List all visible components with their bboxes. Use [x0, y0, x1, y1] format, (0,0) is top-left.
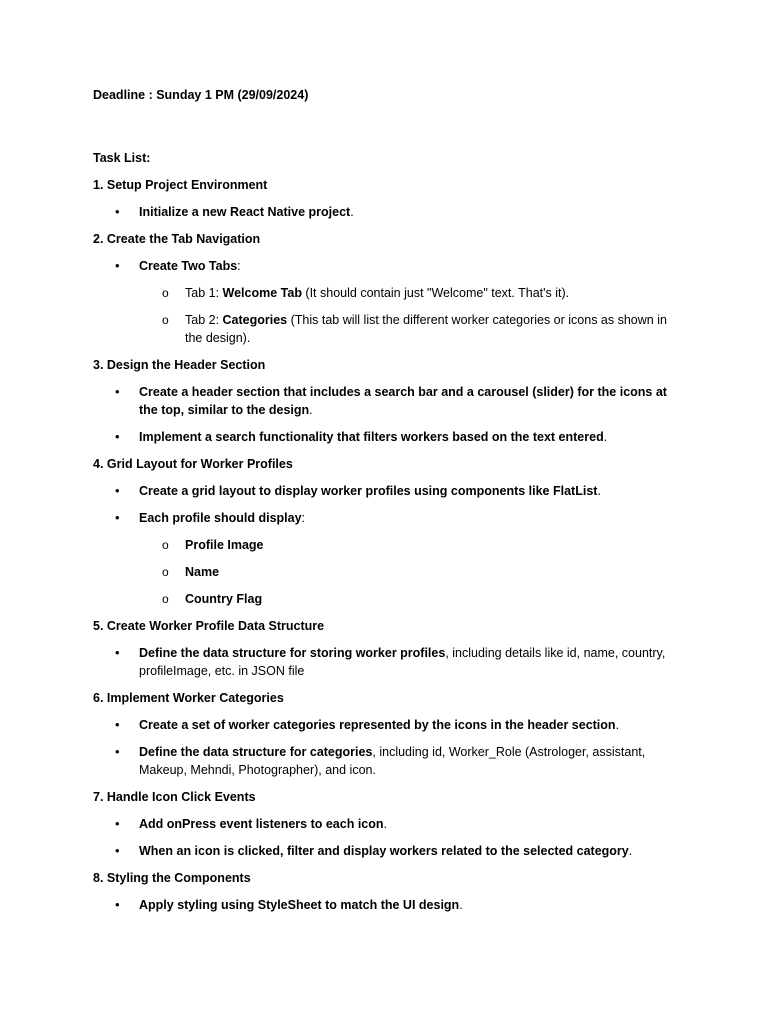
bullet-item: [93, 482, 683, 500]
bullet-text: .: [350, 205, 354, 219]
sub-bold-text: Profile Image: [185, 538, 264, 552]
bullet-list: [93, 383, 683, 446]
bullet-bold-text: Add onPress event listeners to each icon: [139, 817, 384, 831]
bullet-text: .: [309, 403, 313, 417]
sub-text: (This tab will list the different worker categories or icons as shown in the design).: [185, 313, 667, 345]
bullet-bold-text: Implement a search functionality that filters workers based on the text entered: [139, 430, 604, 444]
bullet-bold-text: Each profile should display: [139, 511, 302, 525]
bullet-item: [93, 257, 683, 347]
task-section: [93, 176, 683, 221]
bullet-bold-text: When an icon is clicked, filter and display workers related to the selected category: [139, 844, 629, 858]
bullet-item: [93, 509, 683, 608]
bullet-bold-text: Apply styling using StyleSheet to match the UI design: [139, 898, 460, 912]
bullet-item: [93, 842, 683, 860]
bullet-list: [93, 482, 683, 608]
bullet-item: [93, 383, 683, 419]
bullet-text: , including id, Worker_Role (Astrologer, assistant, Makeup, Mehndi, Photographer), and icon.: [139, 745, 646, 777]
bullet-item: [93, 743, 683, 779]
bullet-text: .: [459, 898, 463, 912]
bullet-bold-text: Create a header section that includes a search bar and a carousel (slider) for the icons at the top, similar to the design: [139, 385, 667, 417]
sub-list: [139, 284, 683, 347]
section-title: 7. Handle Icon Click Events: [93, 790, 256, 804]
task-section: [93, 788, 683, 860]
sub-item: [139, 563, 683, 581]
bullet-bold-text: Define the data structure for storing worker profiles: [139, 646, 446, 660]
section-title: 1. Setup Project Environment: [93, 178, 268, 192]
bullet-text: :: [301, 511, 306, 525]
section-title: 8. Styling the Components: [93, 871, 251, 885]
sub-prefix: Tab 1:: [185, 286, 223, 300]
task-section: [93, 356, 683, 446]
bullet-bold-text: Create Two Tabs: [139, 259, 238, 273]
bullet-list: [93, 716, 683, 779]
bullet-text: , including details like id, name, country, profileImage, etc. in JSON file: [139, 646, 666, 678]
section-title: 5. Create Worker Profile Data Structure: [93, 619, 325, 633]
bullet-item: [93, 815, 683, 833]
bullet-text: .: [603, 430, 608, 444]
task-list-heading: Task List:: [93, 151, 151, 165]
sub-bold-text: Categories: [222, 313, 288, 327]
sub-text: (It should contain just "Welcome" text. That's it).: [301, 286, 570, 300]
sub-item: [139, 536, 683, 554]
task-sections: [93, 176, 683, 914]
sub-list: [139, 536, 683, 608]
bullet-bold-text: Define the data structure for categories: [139, 745, 373, 759]
bullet-bold-text: Create a set of worker categories represented by the icons in the header section: [139, 718, 616, 732]
bullet-text: .: [383, 817, 388, 831]
bullet-bold-text: Create a grid layout to display worker profiles using components like FlatList: [139, 484, 598, 498]
section-title: 6. Implement Worker Categories: [93, 691, 284, 705]
bullet-item: [93, 644, 683, 680]
bullet-list: [93, 203, 683, 221]
bullet-text: :: [237, 259, 241, 273]
sub-bold-text: Name: [185, 565, 220, 579]
task-section: [93, 230, 683, 347]
section-title: 2. Create the Tab Navigation: [93, 232, 261, 246]
deadline-text: Deadline : Sunday 1 PM (29/09/2024): [93, 88, 309, 102]
sub-item: [139, 311, 683, 347]
bullet-item: [93, 428, 683, 446]
task-section: [93, 455, 683, 608]
sub-item: [139, 590, 683, 608]
task-section: [93, 689, 683, 779]
task-list: [93, 149, 683, 923]
bullet-list: [93, 896, 683, 914]
sub-item: [139, 284, 683, 302]
bullet-item: [93, 896, 683, 914]
section-title: 3. Design the Header Section: [93, 358, 266, 372]
sub-bold-text: Welcome Tab: [222, 286, 302, 300]
task-section: [93, 869, 683, 914]
bullet-bold-text: Initialize a new React Native project: [139, 205, 351, 219]
bullet-item: [93, 203, 683, 221]
bullet-list: [93, 815, 683, 860]
section-title: 4. Grid Layout for Worker Profiles: [93, 457, 293, 471]
bullet-list: [93, 257, 683, 347]
bullet-text: .: [628, 844, 633, 858]
bullet-text: .: [597, 484, 601, 498]
sub-prefix: Tab 2:: [185, 313, 223, 327]
sub-bold-text: Country Flag: [185, 592, 263, 606]
task-section: [93, 617, 683, 680]
bullet-text: .: [615, 718, 620, 732]
bullet-list: [93, 644, 683, 680]
bullet-item: [93, 716, 683, 734]
